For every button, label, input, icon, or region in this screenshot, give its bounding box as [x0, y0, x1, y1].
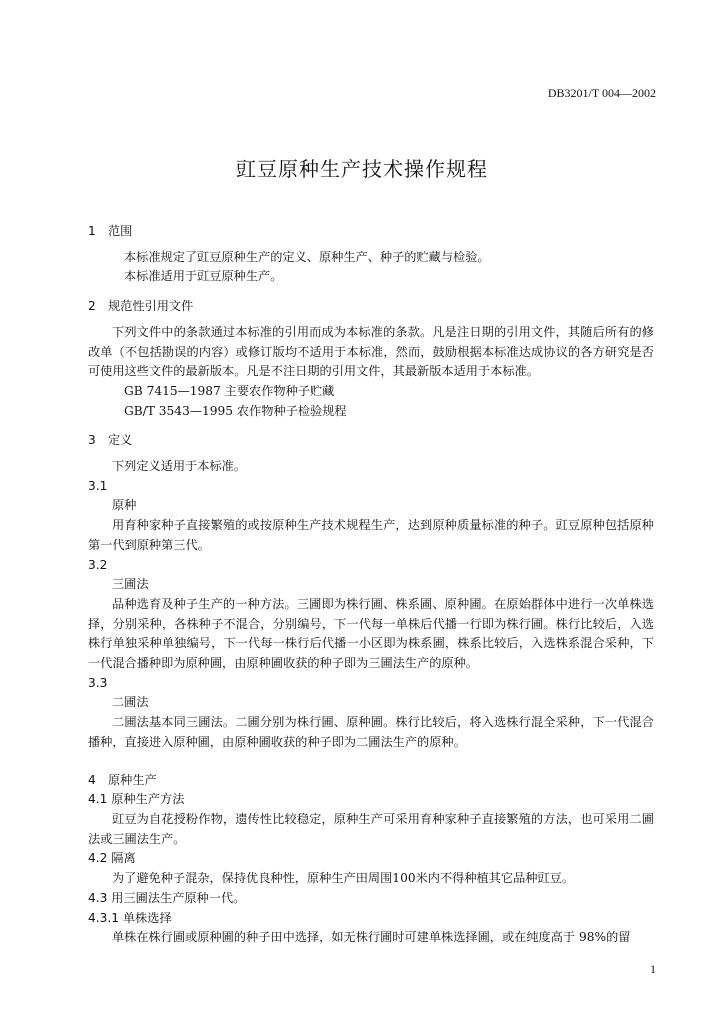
- definition-number: 3.1: [88, 478, 108, 493]
- section-3-heading: [88, 431, 654, 451]
- section-number: 2: [88, 299, 96, 314]
- definition-term: 三圃法: [112, 577, 149, 592]
- definition-text: 用育种家种子直接繁殖的或按原种生产技术规程生产，达到原种质量标准的种子。豇豆原种包括原种第一代到原种第三代。: [88, 518, 654, 552]
- definition-number: 3.3: [88, 675, 108, 690]
- subsection-heading: 4.3.1 单株选择: [88, 910, 172, 925]
- paragraph: 本标准适用于豇豆原种生产。: [124, 269, 283, 284]
- definition-term: 原种: [112, 498, 137, 513]
- definition-term: 二圃法: [112, 695, 149, 710]
- section-title: 原种生产: [108, 772, 157, 787]
- paragraph: 单株在株行圃或原种圃的种子田中选择，如无株行圃时可建单株选择圃，或在纯度高于 98%的留: [112, 930, 631, 945]
- definition-text: 品种选育及种子生产的一种方法。三圃即为株行圃、株系圃、原种圃。在原始群体中进行一次单株选择，分别采种，各株种子不混合，分别编号，下一代每一单株后代播一行即为株行圃。株行比较后，入选株行单独采种单独编号，下一代每一株行后代播一小区即为株系圃，株系比较后，入选株系混合采种，下一代混合播种即为原种圃，由原种圃收获的种子即为三圃法生产的原种。: [88, 596, 654, 671]
- paragraph: 下列文件中的条款通过本标准的引用而成为本标准的条款。凡是注日期的引用文件，其随后所有的修改单（不包括勘误的内容）或修订版均不适用于本标准，然而，鼓励根据本标准达成协议的各方研究是否可使用这些文件的最新版本。凡是不注日期的引用文件，其最新版本适用于本标准。: [88, 324, 654, 379]
- subsection-heading: 4.2 隔离: [88, 851, 136, 866]
- paragraph: 本标准规定了豇豆原种生产的定义、原种生产、种子的贮藏与检验。: [124, 249, 490, 264]
- section-number: 4: [88, 772, 96, 787]
- section-title: 范围: [108, 224, 133, 238]
- document-body: [88, 218, 654, 948]
- definition-text: 二圃法基本同三圃法。二圃分别为株行圃、原种圃。株行比较后，将入选株行混全采种，下一代混合播种，直接进入原种圃，由原种圃收获的种子即为二圃法生产的原种。: [88, 715, 654, 749]
- reference-item: GB/T 3543—1995 农作物种子检验规程: [124, 403, 347, 418]
- reference-item: GB 7415—1987 主要农作物种子贮藏: [124, 383, 335, 398]
- paragraph: 豇豆为自花授粉作物，遗传性比较稳定，原种生产可采用育种家种子直接繁殖的方法，也可采用二圃法或三圃法生产。: [88, 811, 654, 846]
- section-2-heading: [88, 297, 654, 317]
- section-number: 1: [88, 224, 96, 238]
- document-title: 豇豆原种生产技术操作规程: [236, 157, 488, 181]
- subsection-heading: 4.3 用三圃法生产原种一代。: [88, 890, 246, 905]
- paragraph: 下列定义适用于本标准。: [112, 459, 247, 474]
- section-title: 定义: [108, 433, 133, 448]
- section-4-heading: [88, 771, 654, 791]
- page-number: 1: [650, 962, 656, 976]
- section-number: 3: [88, 433, 96, 448]
- section-1-heading: [88, 222, 654, 242]
- paragraph: 为了避免种子混杂，保持优良种性，原种生产田周围100米内不得种植其它品种豇豆。: [112, 871, 575, 886]
- standard-code: DB3201/T 004—2002: [547, 86, 656, 100]
- definition-number: 3.2: [88, 557, 108, 572]
- subsection-heading: 4.1 原种生产方法: [88, 792, 185, 807]
- section-title: 规范性引用文件: [108, 299, 194, 314]
